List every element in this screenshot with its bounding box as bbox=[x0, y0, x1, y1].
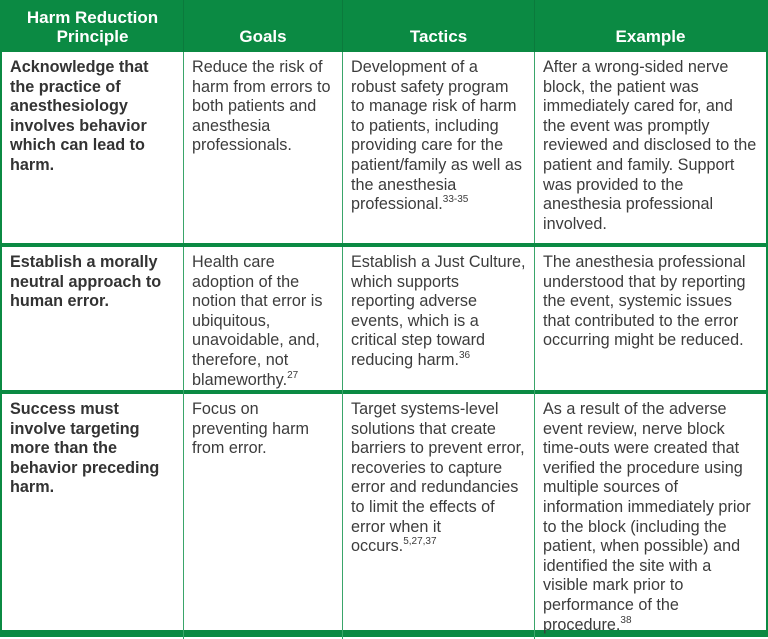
tactics-cell bbox=[342, 52, 534, 243]
principle-text: Establish a morally neutral approach to human error. bbox=[10, 253, 162, 311]
principle-cell bbox=[2, 52, 183, 243]
reference-superscript: 36 bbox=[458, 349, 471, 361]
header-example: Example bbox=[534, 0, 766, 52]
principle-cell bbox=[2, 394, 183, 639]
tactics-text: Target systems-level solutions that create barriers to prevent error, recoveries to capture error and redundancies to limit the effects of error when it occurs. bbox=[351, 400, 525, 556]
table-header-row bbox=[2, 0, 766, 52]
goals-text: Reduce the risk of harm from errors to both patients and anesthesia professionals. bbox=[192, 58, 331, 155]
tactics-text: Development of a robust safety program to manage risk of harm to patients, including providing care for the patient/family as well as the anesthesia professional. bbox=[351, 58, 522, 214]
table-row bbox=[2, 243, 766, 390]
goals-cell bbox=[183, 52, 342, 243]
goals-text: Focus on preventing harm from error. bbox=[192, 400, 309, 458]
goals-cell bbox=[183, 247, 342, 394]
example-text: After a wrong-sided nerve block, the patient was immediately cared for, and the event was promptly reviewed and disclosed to the patient and family. Support was provided to the anesthesia professional involved. bbox=[543, 58, 757, 233]
table-row bbox=[2, 390, 766, 634]
header-principle: Harm Reduction Principle bbox=[26, 8, 159, 46]
principle-text: Acknowledge that the practice of anesthesiology involves behavior which can lead to harm. bbox=[10, 58, 149, 174]
example-cell bbox=[534, 394, 766, 639]
tactics-cell bbox=[342, 247, 534, 394]
reference-superscript: 5,27,37 bbox=[403, 536, 437, 548]
principle-text: Success must involve targeting more than the behavior preceding harm. bbox=[10, 400, 160, 497]
header-goals: Goals bbox=[183, 0, 342, 52]
tactics-text: Establish a Just Culture, which supports reporting adverse events, which is a critical step toward reducing harm. bbox=[351, 253, 526, 369]
reference-superscript: 27 bbox=[287, 369, 299, 381]
example-cell bbox=[534, 247, 766, 394]
example-cell bbox=[534, 52, 766, 243]
example-text: The anesthesia professional understood that by reporting the event, systemic issues that contributed to the error occurring might be reduced. bbox=[543, 253, 746, 350]
tactics-cell bbox=[342, 394, 534, 639]
goals-cell bbox=[183, 394, 342, 639]
header-tactics: Tactics bbox=[342, 0, 534, 52]
table-row bbox=[2, 52, 766, 243]
reference-superscript: 38 bbox=[620, 614, 632, 626]
principle-cell bbox=[2, 247, 183, 394]
example-text: As a result of the adverse event review, nerve block time-outs were created that verified the procedure using multiple sources of information immediately prior to the block (including the patient, when possible) and identified the site with a visible mark prior to performance of the procedure. bbox=[543, 400, 751, 634]
goals-text: Health care adoption of the notion that error is ubiquitous, unavoidable, and, therefore, not blameworthy. bbox=[192, 253, 323, 389]
reference-superscript: 33-35 bbox=[442, 194, 469, 206]
